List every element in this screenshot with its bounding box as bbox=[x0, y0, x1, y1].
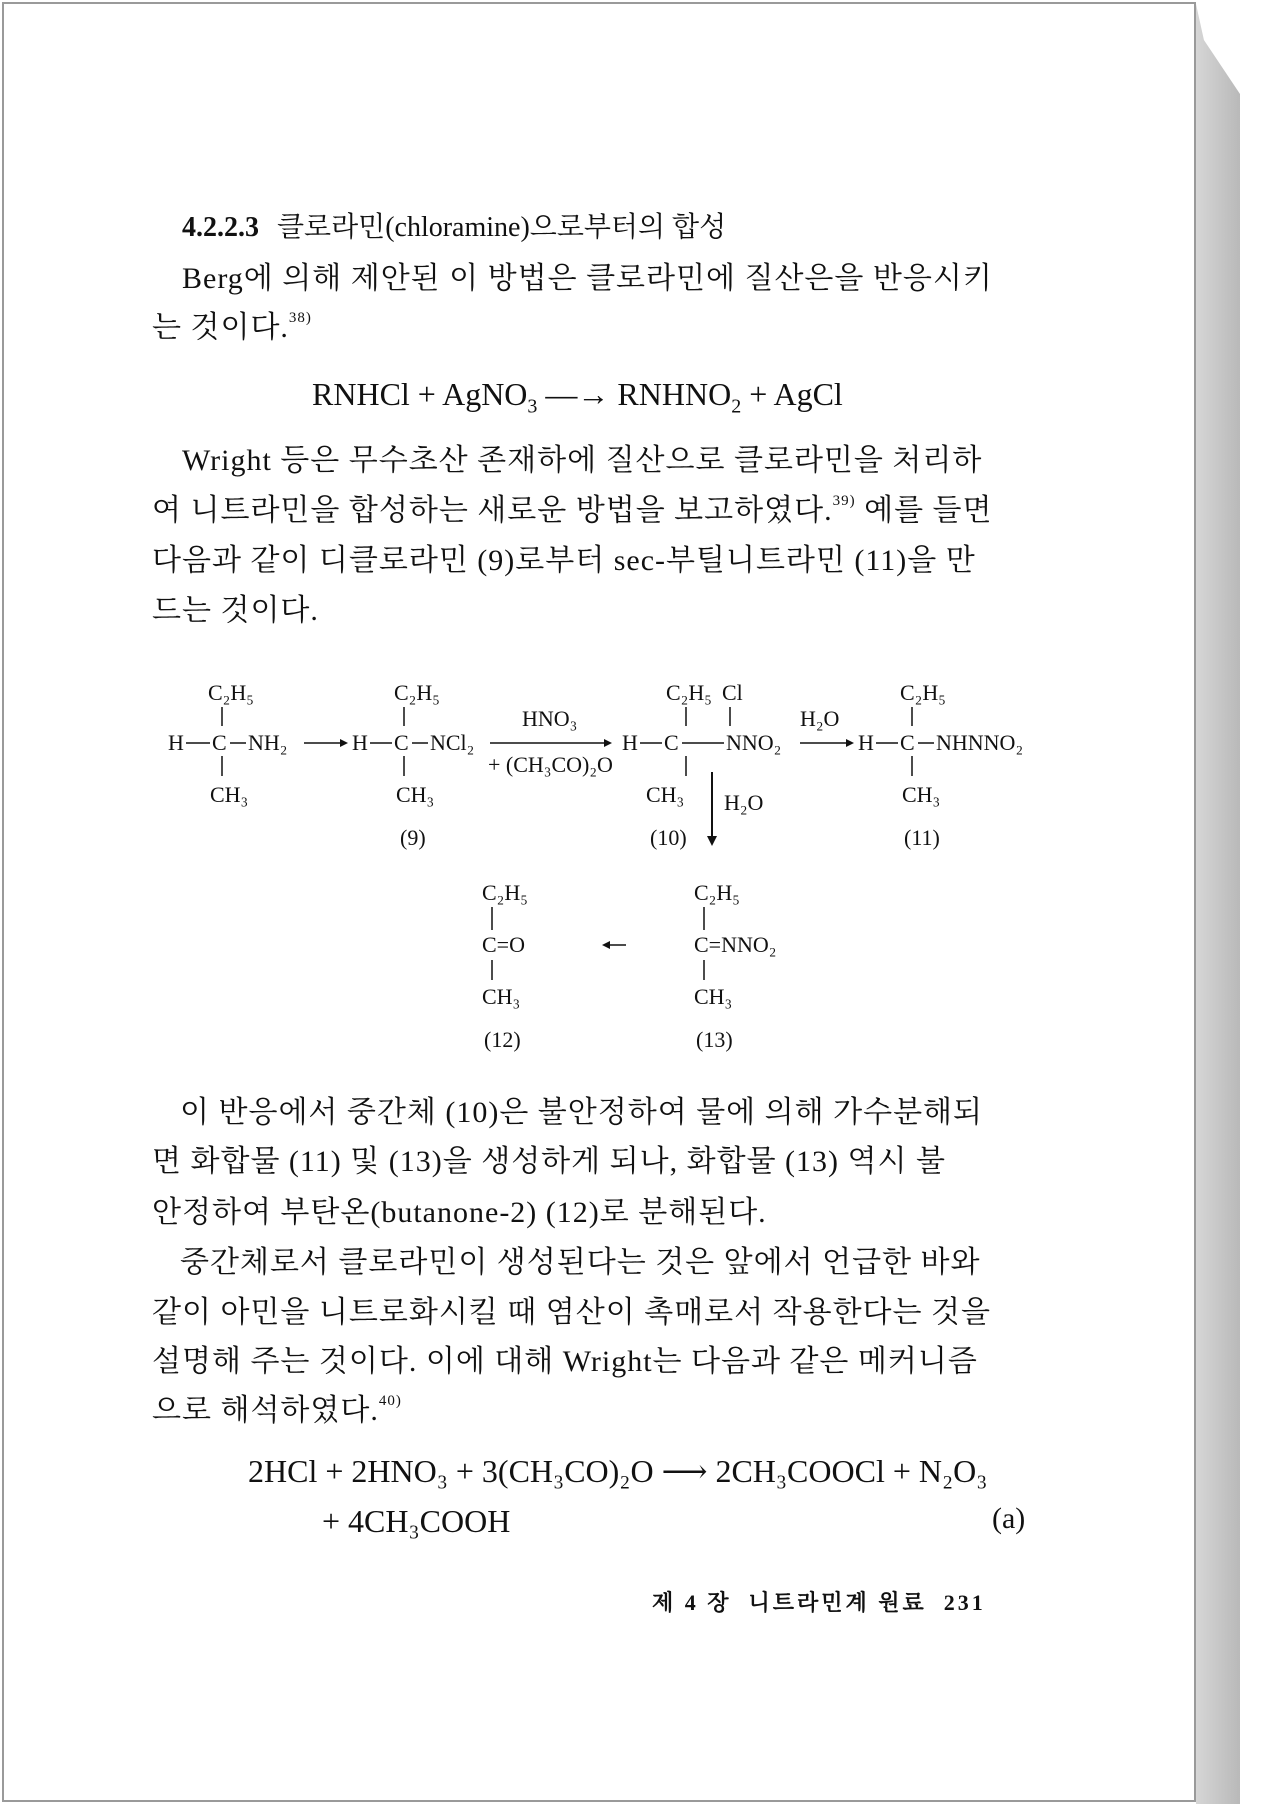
equation-1: RNHCl + AgNO$_3$ —→ $RNHNO_2$ + AgCl bbox=[312, 376, 843, 418]
reference-superscript: 38) bbox=[288, 310, 312, 326]
nhnno2-label: NHNNO₂ bbox=[936, 730, 1024, 755]
ch3-label: CH₃ bbox=[482, 984, 521, 1009]
ch3-label: CH₃ bbox=[396, 782, 435, 807]
paragraph-line: 드는 것이다. bbox=[152, 594, 319, 627]
c-eq-nno2-label: C=NNO₂ bbox=[694, 932, 777, 957]
footer-title: 니트라민계 원료 bbox=[748, 1590, 927, 1615]
nno2-label: NNO₂ bbox=[726, 730, 782, 755]
h-label: H bbox=[858, 730, 874, 755]
c2h5-label: C₂H₅ bbox=[900, 680, 946, 705]
reagent-anhydride: + (CH₃CO)₂O bbox=[488, 752, 613, 777]
paragraph-line: 이 반응에서 중간체 (10)은 불안정하여 물에 의해 가수분해되 bbox=[180, 1096, 984, 1129]
running-footer bbox=[652, 1592, 986, 1614]
reference-superscript: 40) bbox=[378, 1393, 402, 1409]
section-number: 4.2.2.3 bbox=[182, 212, 259, 243]
equation-2-line1: 2HCl + 2HNO₃ + 3(CH₃CO)₂O ⟶ 2CH₃COOCl + N₂O₃ bbox=[248, 1453, 988, 1489]
c2h5-label: C₂H₅ bbox=[208, 680, 254, 705]
h-label: H bbox=[622, 730, 638, 755]
paragraph-line: 같이 아민을 니트로화시킬 때 염산이 촉매로서 작용한다는 것을 bbox=[152, 1296, 991, 1329]
compound-label-13: (13) bbox=[696, 1027, 733, 1052]
reagent-h2o: H₂O bbox=[800, 706, 840, 731]
equation-tag: (a) bbox=[992, 1502, 1026, 1535]
paragraph-line: 면 화합물 (11) 및 (13)을 생성하게 되나, 화합물 (13) 역시 불 bbox=[152, 1145, 946, 1178]
compound-label-12: (12) bbox=[484, 1027, 521, 1052]
ch3-label: CH₃ bbox=[694, 984, 733, 1009]
c-label: C bbox=[664, 730, 679, 755]
ch3-label: CH₃ bbox=[210, 782, 249, 807]
c2h5-label: C₂H₅ bbox=[394, 680, 440, 705]
footer-chapter: 제 4 장 bbox=[652, 1590, 732, 1615]
h-label: H bbox=[168, 730, 184, 755]
reagent-h2o: H₂O bbox=[724, 790, 764, 815]
compound-label-11: (11) bbox=[904, 825, 940, 850]
paragraph-line: 중간체로서 클로라민이 생성된다는 것은 앞에서 언급한 바와 bbox=[180, 1246, 981, 1279]
section-title: 클로라민(chloramine)으로부터의 합성 bbox=[277, 212, 727, 243]
equation-2-line2: + 4CH₃COOH bbox=[322, 1503, 511, 1539]
compound-label-10: (10) bbox=[650, 825, 687, 850]
paragraph-line: Wright 등은 무수초산 존재하에 질산으로 클로라민을 처리하 bbox=[182, 444, 983, 477]
ncl2-label: NCl₂ bbox=[430, 730, 475, 755]
c2h5-label: C₂H₅ bbox=[482, 880, 528, 905]
paragraph-line: 여 니트라민을 합성하는 새로운 방법을 보고하였다.$^{39)}$ 예를 들면 bbox=[152, 493, 993, 527]
c-label: C bbox=[900, 730, 915, 755]
reference-superscript: 39) bbox=[832, 493, 856, 509]
paragraph-line: 는 것이다.$^{38)}$ bbox=[152, 310, 312, 344]
paragraph-line: 설명해 주는 것이다. 이에 대해 Wright는 다음과 같은 메커니즘 bbox=[152, 1345, 978, 1378]
c2h5-label: C₂H₅ bbox=[694, 880, 740, 905]
c-label: C bbox=[394, 730, 409, 755]
cl-label: Cl bbox=[722, 680, 743, 705]
ch3-label: CH₃ bbox=[646, 782, 685, 807]
paragraph-line: 으로 해석하였다.$^{40)}$ bbox=[152, 1393, 402, 1427]
c-label: C bbox=[212, 730, 227, 755]
c2h5-label: C₂H₅ bbox=[666, 680, 712, 705]
paragraph-line: 다음과 같이 디클로라민 (9)로부터 sec-부틸니트라민 (11)을 만 bbox=[152, 544, 976, 577]
c-eq-o-label: C=O bbox=[482, 932, 525, 957]
reagent-hno3: HNO₃ bbox=[522, 706, 578, 731]
paragraph-line: Berg에 의해 제안된 이 방법은 클로라민에 질산은을 반응시키 bbox=[182, 262, 993, 295]
ch3-label: CH₃ bbox=[902, 782, 941, 807]
nh2-label: NH₂ bbox=[248, 730, 288, 755]
page-number: 231 bbox=[943, 1590, 986, 1615]
compound-label-9: (9) bbox=[400, 825, 426, 850]
paragraph-line: 안정하여 부탄온(butanone-2) (12)로 분해된다. bbox=[152, 1196, 767, 1229]
h-label: H bbox=[352, 730, 368, 755]
